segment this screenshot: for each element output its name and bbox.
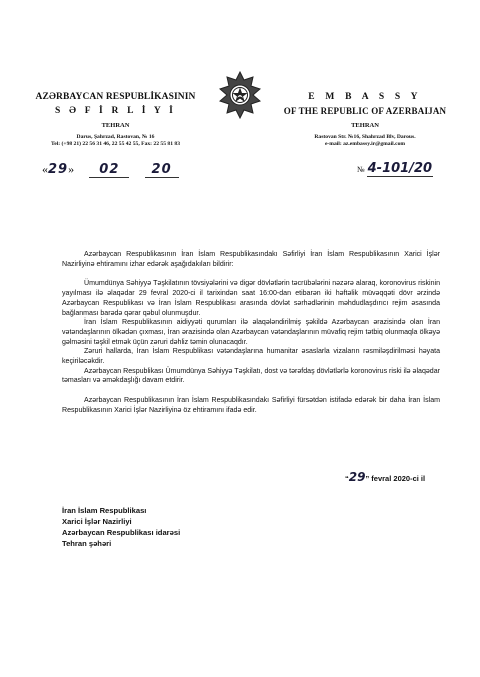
embassy-subtitle-en: OF THE REPUBLIC OF AZERBAIJAN xyxy=(283,106,447,116)
reference-number xyxy=(357,161,433,177)
body-paragraph: Azərbaycan Respublikasının İran İslam Respublikasındakı Səfirliyi İran İslam Respublikasının Xarici İşlər Nazirliyinə ehtiramını izhar edərək aşağıdakıları bildirir: xyxy=(62,251,440,268)
addressee-line: Tehran şəhəri xyxy=(62,539,112,548)
address-az: Darus, Şahrzad, Rastovan, № 16 xyxy=(76,134,155,140)
body-paragraph: Azərbaycan Respublikası Ümumdünya Səhiyyə Təşkilatı, dost və tərəfdaş dövlətlərlə koronovirus riski ilə əlaqədar təmasları və əməkdaşlığı davam etdirir. xyxy=(62,367,440,385)
embassy-subtitle-az: S Ə F İ R L İ Y İ xyxy=(54,106,177,116)
date-close-quote: » xyxy=(68,162,75,176)
reference-value: 4-101/20 xyxy=(367,161,433,176)
signature-date xyxy=(345,470,425,484)
letter-date xyxy=(42,161,179,178)
embassy-name-az: AZƏRBAYCAN RESPUBLİKASININ xyxy=(35,92,196,102)
city-az: TEHRAN xyxy=(101,122,130,129)
email: e-mail: az.embassy.ir@gmail.com xyxy=(324,141,406,147)
date-year: 20 xyxy=(151,162,172,177)
city-en: TEHRAN xyxy=(351,122,379,129)
date-day: 29 xyxy=(48,162,69,177)
address-en: Rastovan Str. №16, Shahrzad Blv, Darous. xyxy=(314,134,416,140)
body-paragraph: İran İslam Respublikasının aidiyyəti qurumları ilə əlaqələndirilmiş şəkildə Azərbaycan ərazisində olan İran vətəndaşlarının ölkədən çıxması, İran ərazisində olan Azərbaycan vətəndaşlarının müvafiq rejim tətbiq olunmaqla ölkəyə gəlməsini təşkil etmək üçün zəruri dəhliz təmin olunacaqdır. xyxy=(62,319,440,346)
addressee-line: Xarici İşlər Nazirliyi xyxy=(62,517,132,526)
addressee-block xyxy=(62,505,180,549)
body-paragraph: Azərbaycan Respublikasının İran İslam Respublikasındakı Səfirliyi fürsətdən istifadə edərək bir daha İran İslam Respublikasının Xarici İşlər Nazirliyinə öz ehtiramını ifadə edir. xyxy=(62,397,440,414)
addressee-line: İran İslam Respublikası xyxy=(62,506,147,515)
letterhead-azerbaijani xyxy=(8,92,223,147)
sign-close-quote: ” xyxy=(365,474,370,483)
state-emblem-icon xyxy=(217,70,263,120)
date-open-quote: « xyxy=(42,162,48,176)
phone-fax: Tel: (+98 21) 22 56 31 46, 22 55 42 55, Fax: 22 55 81 83 xyxy=(51,141,180,147)
body-paragraph: Ümumdünya Səhiyyə Təşkilatının tövsiyələrini və digər dövlətlərin təcrübələrini nəzərə alaraq, koronovirus riskinin yayılması ilə əlaqədar 29 fevral 2020-ci il tarixindən saat 16:00-dan etibarən iki həftəlik müvəqqəti dövr ərzində Azərbaycan Respublikası və İran İslam Respublikası arasında dövlət sərhədlərinin məhdudlaşdırıcı rejim əsasında bağlanması barədə qərar qəbul olunmuşdur. xyxy=(62,280,440,317)
sign-open-quote: “ xyxy=(345,474,349,483)
addressee-line: Azərbaycan Respublikası idarəsi xyxy=(62,528,181,537)
letterhead-english xyxy=(258,92,472,147)
sign-day: 29 xyxy=(348,470,366,484)
reference-prefix: № xyxy=(357,165,365,174)
date-month: 02 xyxy=(99,162,120,177)
sign-month-year: fevral 2020-ci il xyxy=(371,474,426,483)
body-paragraph: Zəruri hallarda, İran İslam Respublikası vətəndaşlarına humanitar əsaslarla vizaların rəsmiləşdirilməsi həyata keçiriləcəkdir. xyxy=(62,348,440,366)
embassy-name-en: E M B A S S Y xyxy=(308,92,422,102)
letter-body xyxy=(62,250,440,416)
